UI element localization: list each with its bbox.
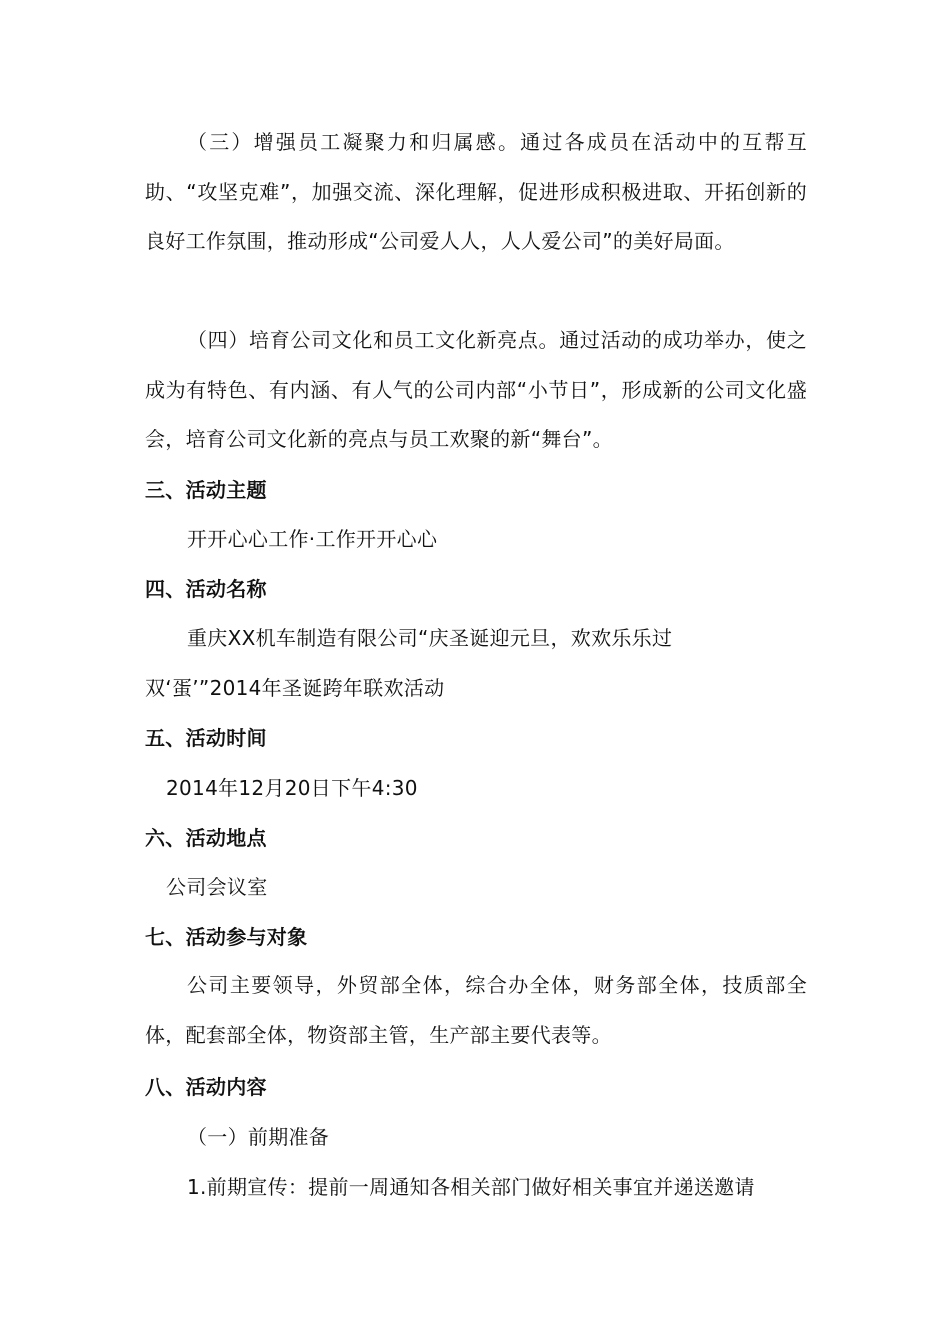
- section-4-line2: 双‘蛋’”2014年圣诞跨年联欢活动: [145, 676, 445, 700]
- section-4-heading: 四、活动名称: [145, 577, 267, 601]
- section-3-heading: 三、活动主题: [145, 478, 267, 502]
- section-8-heading: 八、活动内容: [145, 1075, 267, 1099]
- section-8-item-1: 1.前期宣传：提前一周通知各相关部门做好相关事宜并递送邀请: [187, 1175, 755, 1199]
- paragraph-3: （三）增强员工凝聚力和归属感。通过各成员在活动中的互帮互助、“攻坚克难”，加强交流、深化理解，促进形成积极进取、开拓创新的良好工作氛围，推动形成“公司爱人人，人人爱公司”的美好局面。: [145, 130, 807, 253]
- section-7-heading: 七、活动参与对象: [145, 925, 308, 949]
- section-6-text: 公司会议室: [166, 875, 268, 899]
- paragraph-4: （四）培育公司文化和员工文化新亮点。通过活动的成功举办，使之成为有特色、有内涵、有人气的公司内部“小节日”，形成新的公司文化盛会，培育公司文化新的亮点与员工欢聚的新“舞台”。: [145, 328, 807, 451]
- section-5-text: 2014年12月20日下午4:30: [166, 776, 418, 800]
- section-5-heading: 五、活动时间: [145, 726, 267, 750]
- section-4-line1: 重庆XX机车制造有限公司“庆圣诞迎元旦，欢欢乐乐过: [187, 626, 673, 650]
- section-6-heading: 六、活动地点: [145, 826, 267, 850]
- section-3-text: 开开心心工作·工作开开心心: [187, 527, 438, 551]
- section-8-subheading: （一）前期准备: [187, 1125, 330, 1149]
- section-7-text: 公司主要领导，外贸部全体，综合办全体，财务部全体，技质部全体，配套部全体，物资部主管，生产部主要代表等。: [145, 973, 807, 1047]
